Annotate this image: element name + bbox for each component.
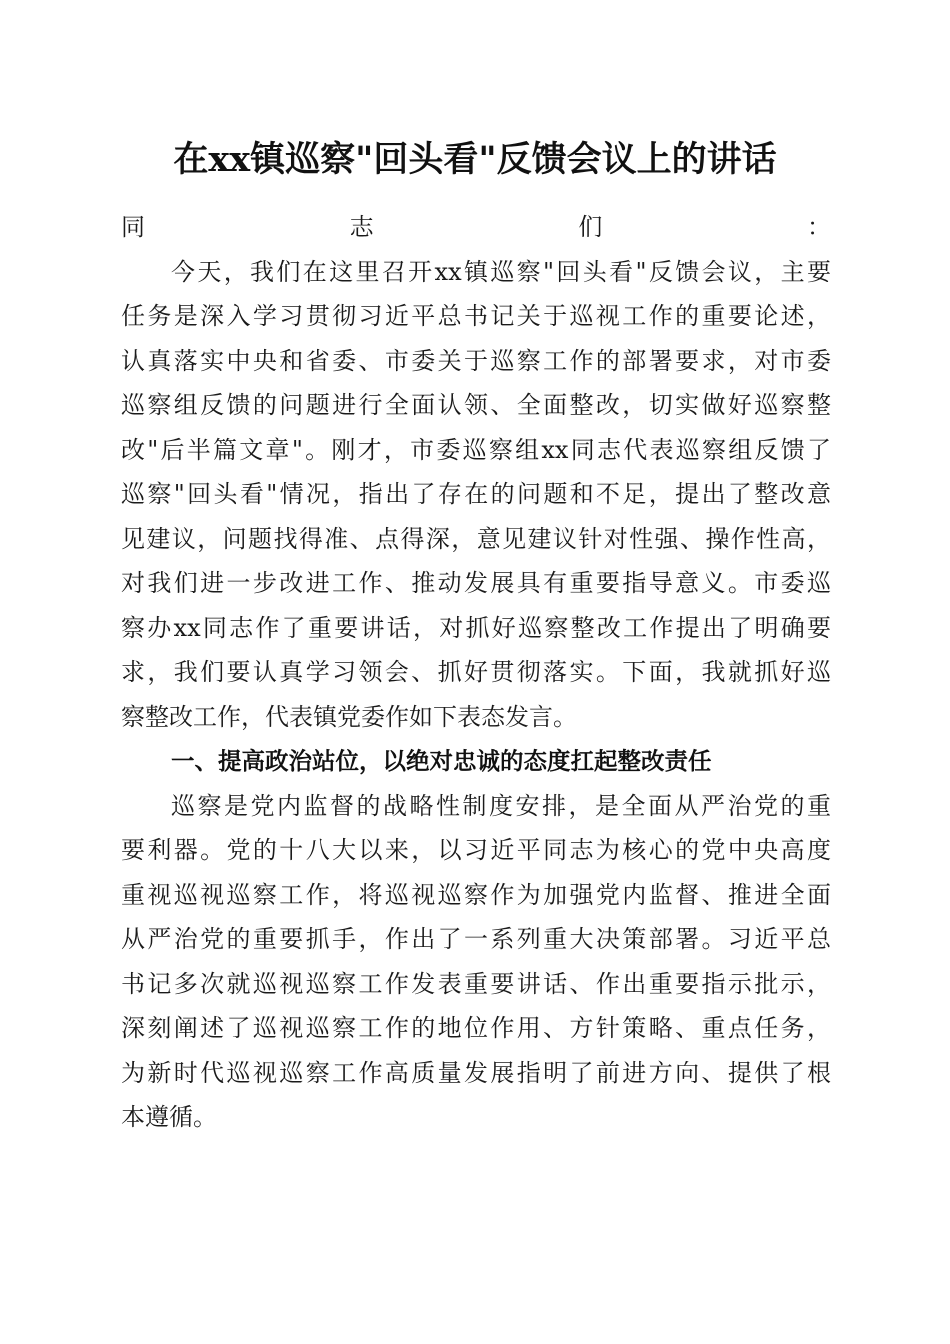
paragraph-line: 巡察"回头看"情况，指出了存在的问题和不足，提出了整改意 — [121, 480, 831, 508]
paragraph-line: 书记多次就巡视巡察工作发表重要讲话、作出重要指示批示， — [121, 969, 831, 998]
paragraph-line: 察办xx同志作了重要讲话，对抓好巡察整改工作提出了明确要 — [121, 613, 831, 642]
paragraph-line: 任务是深入学习贯彻习近平总书记关于巡视工作的重要论述， — [121, 302, 831, 330]
paragraph-line: 今天，我们在这里召开xx镇巡察"回头看"反馈会议，主要 — [171, 257, 831, 286]
paragraph-1 — [121, 250, 831, 740]
salutation: 同志们： — [121, 213, 831, 241]
paragraph-line: 见建议，问题找得准、点得深，意见建议针对性强、操作性高， — [121, 524, 831, 553]
document-title: 在xx镇巡察"回头看"反馈会议上的讲话 — [173, 139, 777, 180]
paragraph-line: 改"后半篇文章"。刚才，市委巡察组xx同志代表巡察组反馈了 — [121, 435, 831, 464]
section-heading: 一、提高政治站位，以绝对忠诚的态度扛起整改责任 — [171, 747, 712, 775]
paragraph-line: 要利器。党的十八大以来，以习近平同志为核心的党中央高度 — [121, 836, 831, 864]
paragraph-line: 深刻阐述了巡视巡察工作的地位作用、方针策略、重点任务， — [121, 1014, 831, 1042]
paragraph-2 — [121, 784, 831, 1140]
paragraph-line: 巡察是党内监督的战略性制度安排，是全面从严治党的重 — [171, 791, 831, 820]
paragraph-line: 为新时代巡视巡察工作高质量发展指明了前进方向、提供了根 — [121, 1058, 831, 1087]
paragraph-line: 本遵循。 — [121, 1103, 217, 1131]
paragraph-line: 察整改工作，代表镇党委作如下表态发言。 — [121, 702, 577, 731]
paragraph-line: 巡察组反馈的问题进行全面认领、全面整改，切实做好巡察整 — [121, 391, 831, 419]
paragraph-line: 从严治党的重要抓手，作出了一系列重大决策部署。习近平总 — [121, 925, 831, 953]
document-body — [121, 205, 831, 1140]
paragraph-line: 求，我们要认真学习领会、抓好贯彻落实。下面，我就抓好巡 — [121, 658, 831, 686]
paragraph-line: 对我们进一步改进工作、推动发展具有重要指导意义。市委巡 — [121, 569, 831, 597]
paragraph-line: 重视巡视巡察工作，将巡视巡察作为加强党内监督、推进全面 — [121, 880, 831, 909]
paragraph-line: 认真落实中央和省委、市委关于巡察工作的部署要求，对市委 — [121, 346, 831, 375]
